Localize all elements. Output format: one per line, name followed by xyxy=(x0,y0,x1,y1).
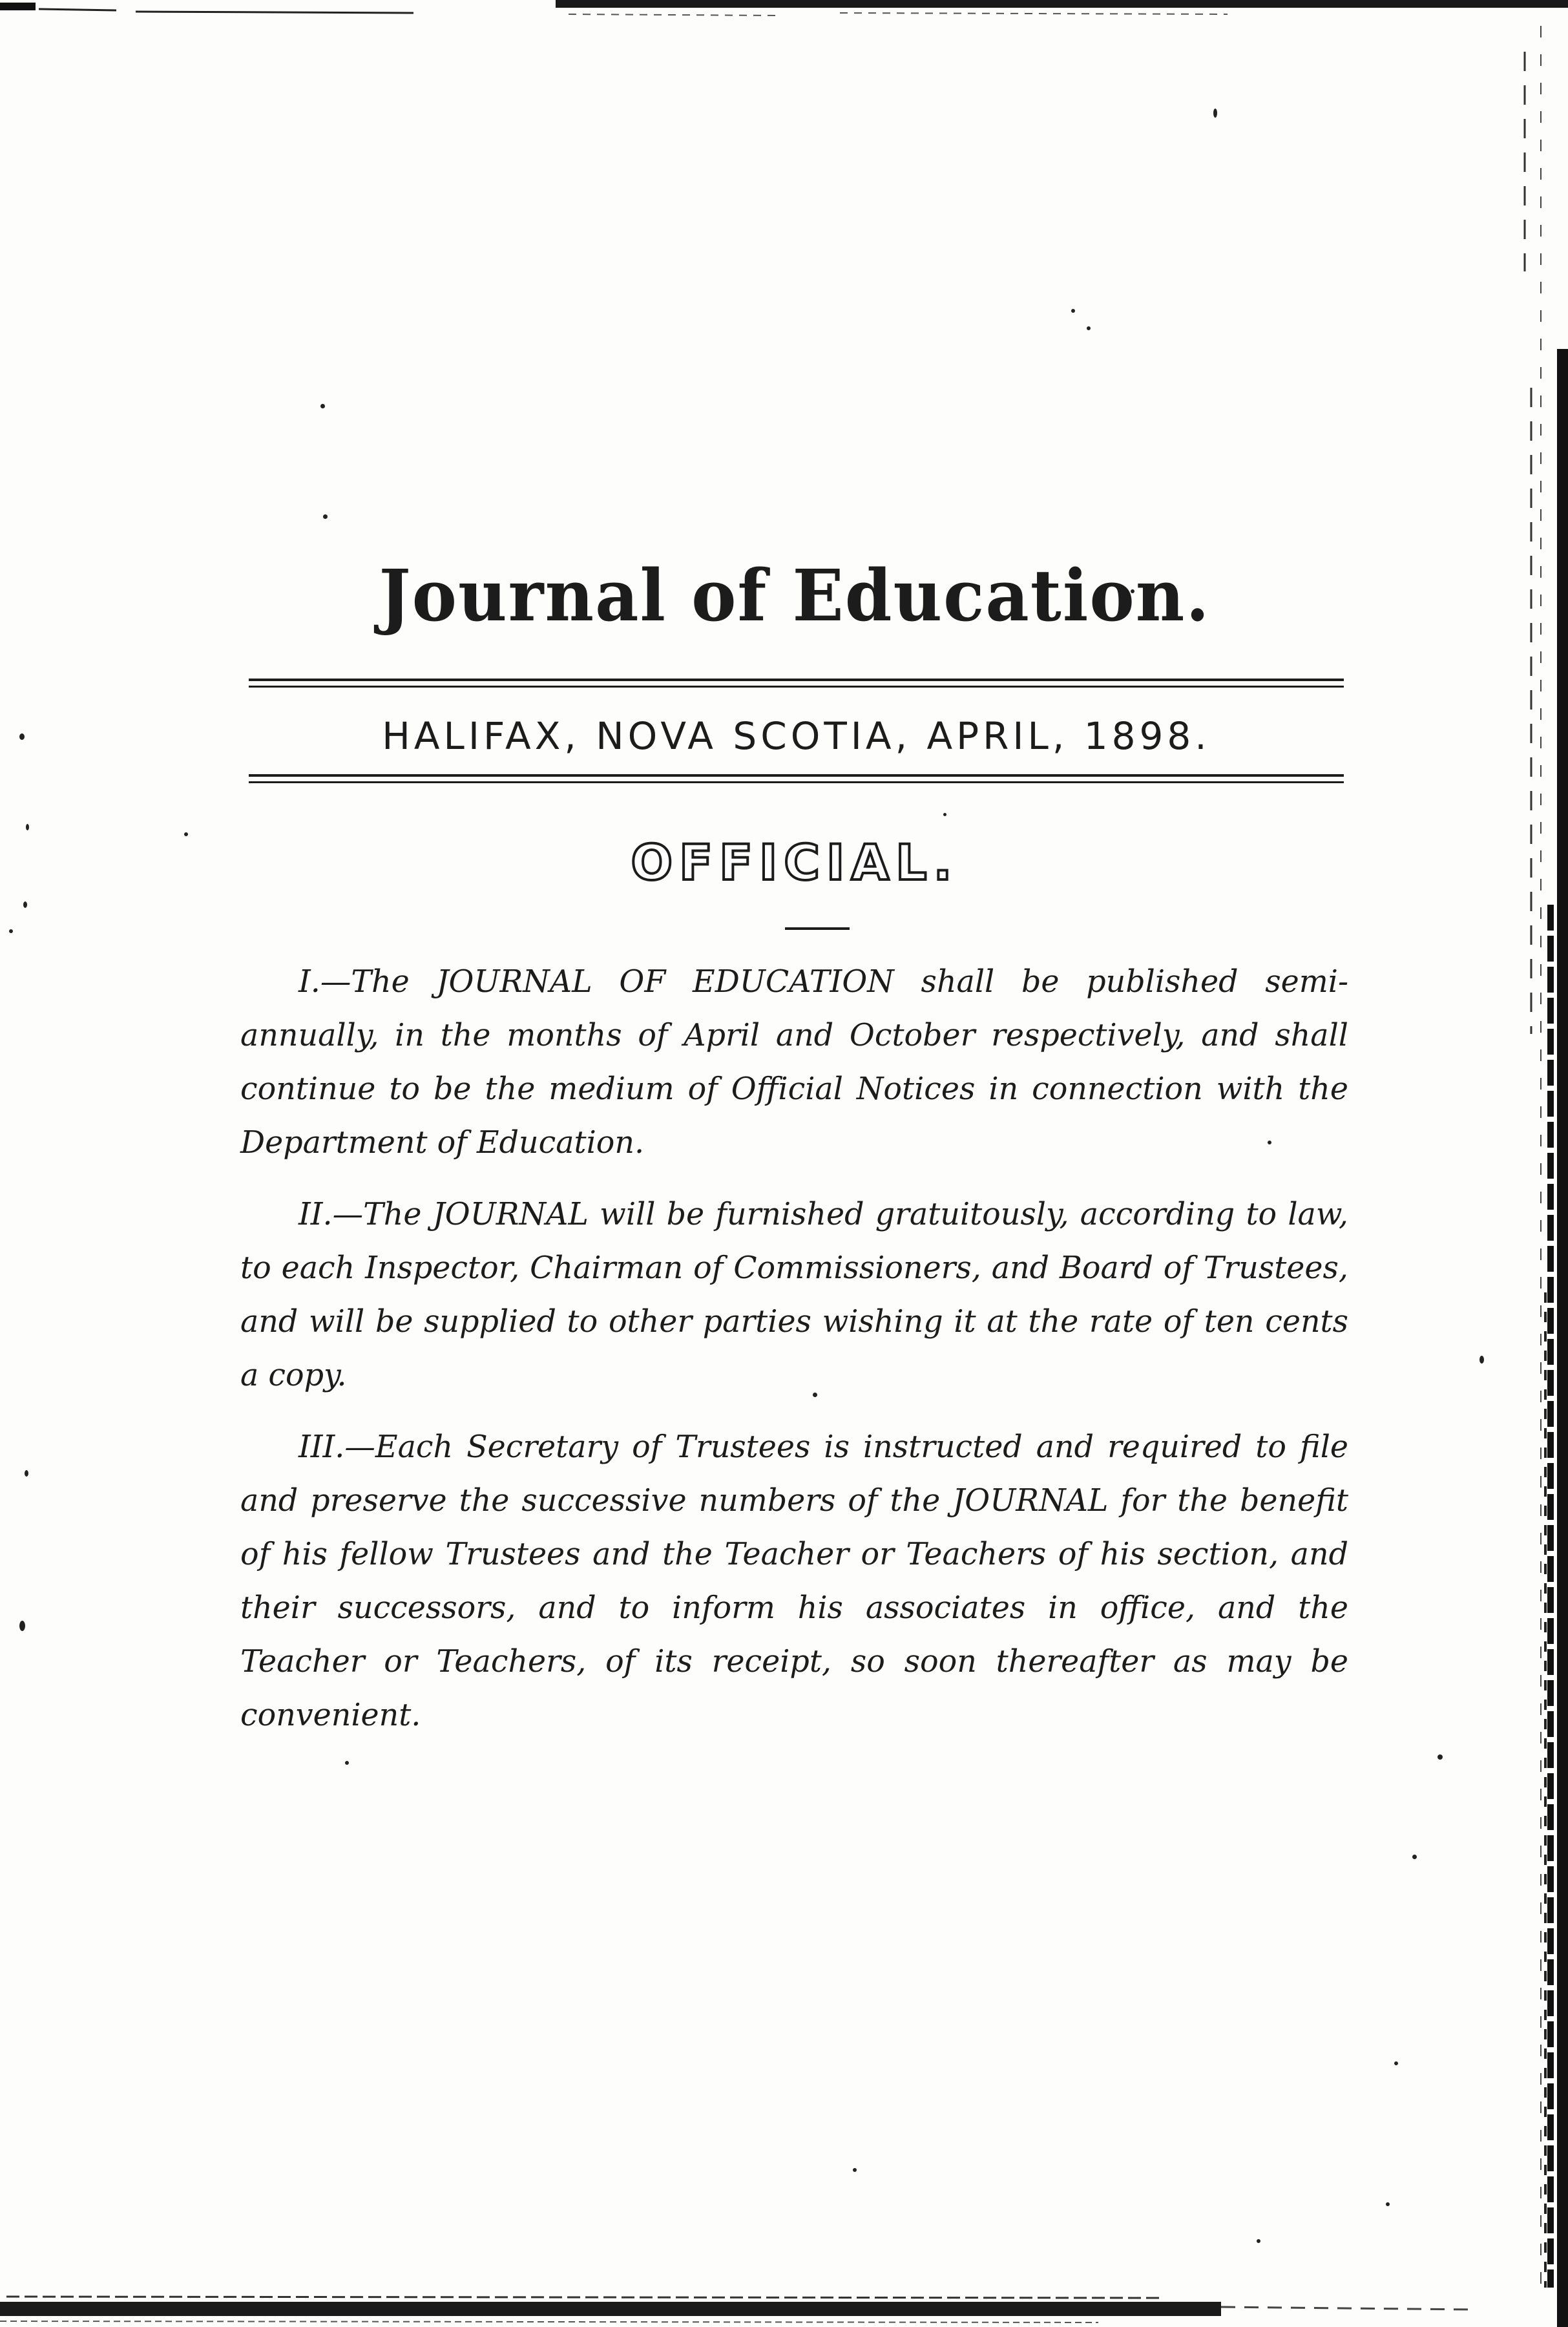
speck xyxy=(19,1621,25,1631)
speck xyxy=(1071,309,1075,313)
speck xyxy=(9,929,13,933)
speck xyxy=(1257,2239,1260,2243)
dateline-rule xyxy=(249,774,1344,783)
speck xyxy=(184,832,188,836)
speck xyxy=(345,1761,349,1765)
speck xyxy=(1394,2061,1398,2065)
speck xyxy=(23,901,27,908)
section-heading: OFFICIAL. xyxy=(631,834,959,891)
speck xyxy=(1213,109,1217,118)
speck xyxy=(323,514,328,519)
speck xyxy=(25,1470,28,1477)
speck xyxy=(26,824,29,830)
notice-paragraph: II.—The JOURNAL will be furnished gratuitously, according to law, to each Inspector, Chairman of Commissioners, and Board of Trustees, and will be supplied to other parties wishing it at the rate of ten cents a copy. xyxy=(240,1197,1348,1393)
notice-paragraph: I.—The JOURNAL OF EDUCATION shall be published semi-annually, in the months of April and October respectively, and shall continue to be the medium of Official Notices in connection with the Department of Education. xyxy=(240,964,1348,1161)
notice-paragraph: III.—Each Secretary of Trustees is instructed and required to file and preserve the successive numbers of the JOURNAL for the benefit of his fellow Trustees and the Teacher or Teachers of his section, and their successors, and to inform his associates in office, and the Teacher or Teachers, of its receipt, so soon thereafter as may be convenient. xyxy=(240,1429,1348,1733)
journal-masthead: Journal of Education. xyxy=(379,553,1211,638)
speck xyxy=(320,404,325,408)
masthead-rule xyxy=(249,679,1344,688)
official-notices xyxy=(240,955,1348,1742)
dateline: HALIFAX, NOVA SCOTIA, APRIL, 1898. xyxy=(382,714,1211,758)
speck xyxy=(1412,1855,1417,1859)
speck xyxy=(1087,326,1091,330)
speck xyxy=(943,813,946,816)
speck xyxy=(1479,1356,1484,1364)
scan-edge-bottom xyxy=(0,2288,1568,2327)
speck xyxy=(853,2168,857,2172)
speck xyxy=(1386,2202,1390,2206)
scan-edge-right xyxy=(1505,0,1568,2327)
speck xyxy=(1437,1754,1443,1760)
scan-edge-top xyxy=(0,0,1568,19)
speck xyxy=(19,733,25,740)
section-divider xyxy=(785,927,850,930)
